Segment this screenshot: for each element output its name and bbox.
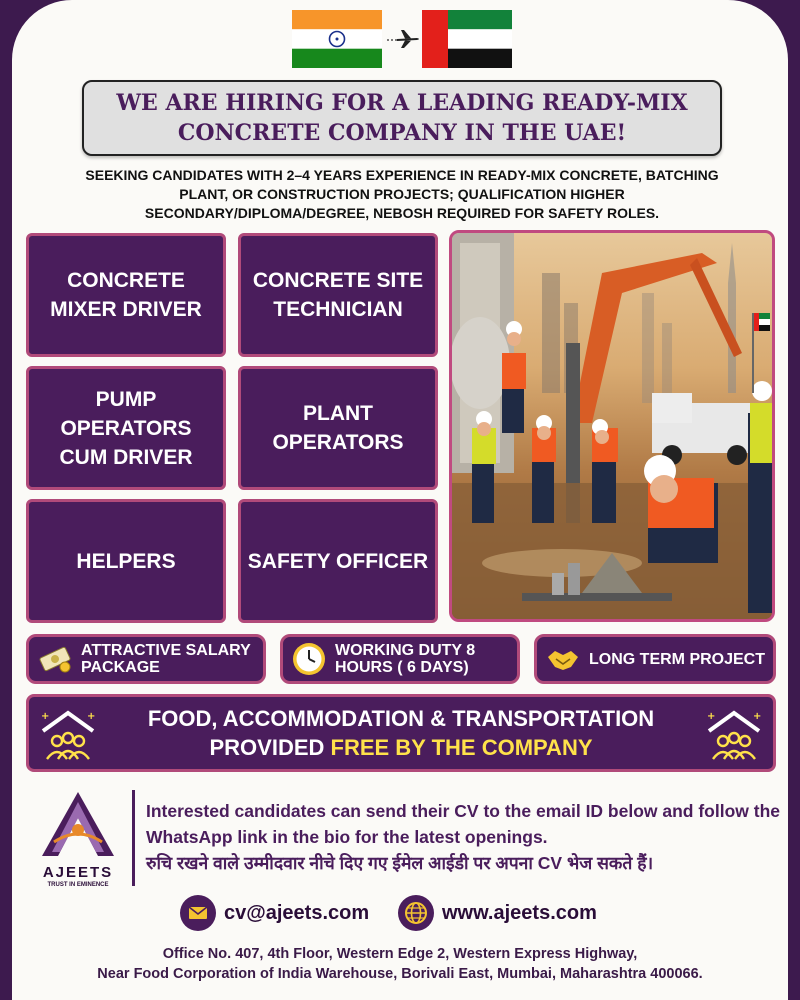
benefits-banner	[26, 694, 776, 772]
construction-scene	[452, 233, 775, 622]
email-icon	[180, 895, 216, 931]
job-card-pump-operators: PUMP OPERATORS CUM DRIVER	[26, 366, 226, 490]
job-card-concrete-site-technician: CONCRETE SITE TECHNICIAN	[238, 233, 438, 357]
perk-working-duty	[280, 634, 520, 684]
home-people-icon	[39, 705, 97, 763]
airplane-icon	[387, 26, 421, 52]
perk-long-term	[534, 634, 776, 684]
ajeets-logo-mark	[24, 790, 132, 860]
job-card-helpers: HELPERS	[26, 499, 226, 623]
perk-salary	[26, 634, 266, 684]
svg-text:+: +	[707, 711, 716, 722]
perk-long-term-label: LONG TERM PROJECT	[589, 650, 766, 668]
job-card-concrete-mixer-driver: CONCRETE MIXER DRIVER	[26, 233, 226, 357]
apply-instructions	[146, 798, 786, 876]
address-line-2: Near Food Corporation of India Warehouse, Borivali East, Mumbai, Maharashtra 400066.	[97, 966, 703, 982]
benefits-line-2-prefix: PROVIDED	[209, 735, 331, 760]
benefits-highlight: FREE BY THE COMPANY	[330, 735, 593, 760]
benefits-text	[148, 704, 654, 762]
perk-working-duty-label: WORKING DUTY 8 HOURS ( 6 DAYS)	[335, 642, 476, 676]
website-contact[interactable]	[398, 895, 597, 931]
globe-icon	[398, 895, 434, 931]
uae-flag	[422, 10, 512, 68]
benefits-line-2	[148, 733, 654, 762]
job-card-safety-officer: SAFETY OFFICER	[238, 499, 438, 623]
address-line-1: Office No. 407, 4th Floor, Western Edge 2, Western Express Highway,	[162, 946, 638, 962]
benefits-line-1: FOOD, ACCOMMODATION & TRANSPORTATION	[147, 706, 655, 731]
perk-salary-label: ATTRACTIVE SALARY PACKAGE	[81, 642, 251, 676]
india-flag	[292, 10, 382, 68]
home-people-icon	[705, 705, 763, 763]
website-url[interactable]: www.ajeets.com	[442, 901, 597, 924]
email-address[interactable]: cv@ajeets.com	[224, 901, 370, 924]
job-card-plant-operators: PLANT OPERATORS	[238, 366, 438, 490]
office-address	[32, 944, 768, 984]
poster	[12, 0, 788, 1000]
apply-hindi: रुचि रखने वाले उम्मीदवार नीचे दिए गए ईमेल आईडी पर अपना CV भेज सकते हैं।	[146, 853, 654, 873]
clock-icon	[291, 641, 327, 677]
divider	[132, 790, 135, 886]
apply-english: Interested candidates can send their CV to the email ID below and follow the WhatsApp link in the bio for the latest openings.	[146, 801, 781, 847]
svg-text:+: +	[41, 711, 50, 722]
flag-strip	[12, 10, 788, 70]
svg-text:+: +	[87, 711, 96, 722]
requirements-text: SEEKING CANDIDATES WITH 2–4 YEARS EXPERIENCE IN READY-MIX CONCRETE, BATCHING PLANT, OR CONSTRUCTION PROJECTS; QUALIFICATION HIGHER SECONDARY/DIPLOMA/DEGREE, NEBOSH REQUIRED FOR SAFETY ROLES.	[85, 167, 719, 221]
email-contact[interactable]	[180, 895, 369, 931]
handshake-icon	[545, 641, 581, 677]
construction-site-photo	[449, 230, 775, 622]
contact-row	[12, 895, 788, 931]
company-tagline: TRUST IN EMINENCE	[47, 882, 109, 888]
svg-text:+: +	[753, 711, 762, 722]
hiring-headline: WE ARE HIRING FOR A LEADING READY-MIX CONCRETE COMPANY IN THE UAE!	[82, 80, 722, 156]
company-name: AJEETS	[42, 864, 114, 881]
money-icon	[37, 641, 73, 677]
ajeets-logo	[24, 790, 132, 886]
